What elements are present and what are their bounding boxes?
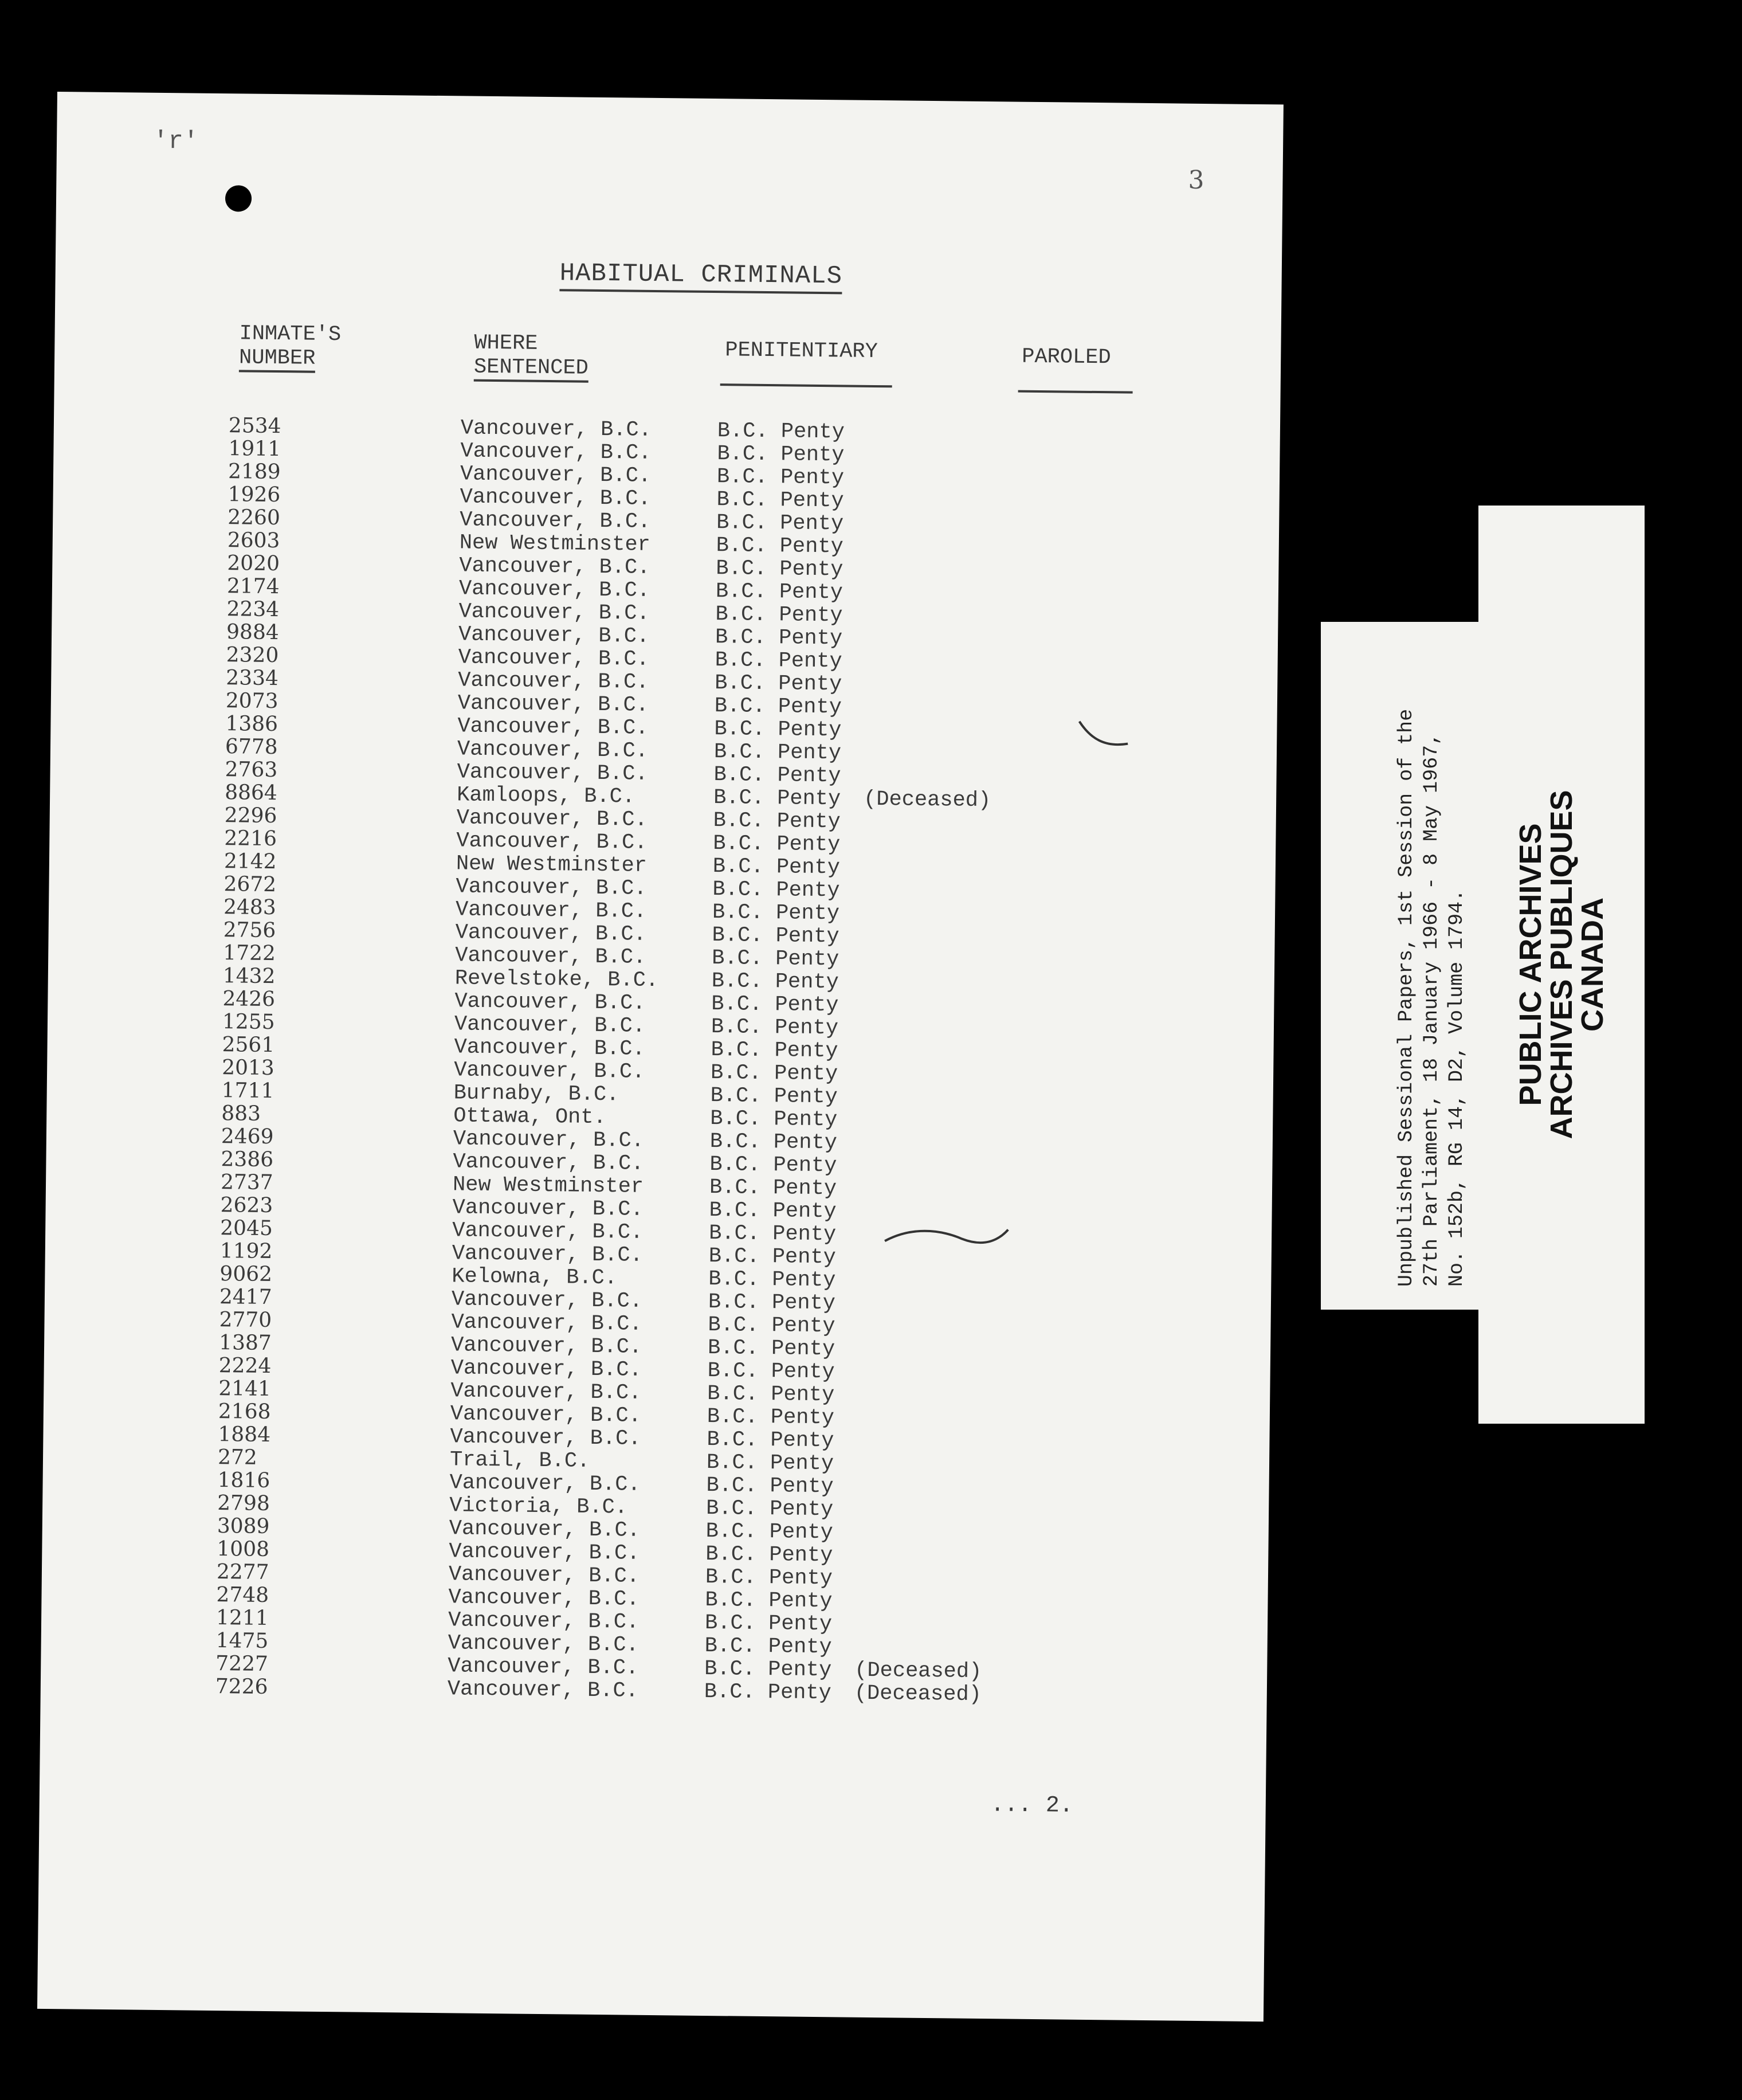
penitentiary-cell: B.C. Penty xyxy=(712,900,840,926)
page-number-mark: 3 xyxy=(1188,165,1205,195)
inmate-number-cell: 883 xyxy=(221,1102,261,1126)
penitentiary-cell: B.C. Penty xyxy=(710,1107,838,1133)
where-sentenced-cell: Vancouver, B.C. xyxy=(449,1471,641,1497)
where-sentenced-cell: Vancouver, B.C. xyxy=(453,1150,644,1176)
archives-line3: CANADA xyxy=(1575,898,1610,1032)
penitentiary-cell: B.C. Penty xyxy=(716,465,845,491)
inmate-number-cell: 2073 xyxy=(225,689,278,714)
penitentiary-cell: B.C. Penty xyxy=(708,1290,836,1316)
penitentiary-cell: B.C. Penty xyxy=(705,1588,833,1614)
penitentiary-cell: B.C. Penty xyxy=(709,1198,837,1224)
inmate-number-cell: 1211 xyxy=(215,1606,269,1631)
archives-stamp xyxy=(1478,506,1645,1424)
penitentiary-cell: B.C. Penty xyxy=(712,946,839,972)
inmate-number-cell: 2756 xyxy=(223,918,276,943)
inmate-number-cell: 2277 xyxy=(216,1560,269,1585)
inmate-number-cell: 2020 xyxy=(227,551,280,576)
penitentiary-cell: B.C. Penty xyxy=(707,1382,835,1408)
where-sentenced-cell: Vancouver, B.C. xyxy=(456,806,648,832)
inmate-number-cell: 2763 xyxy=(225,758,278,782)
where-sentenced-cell: Vancouver, B.C. xyxy=(457,737,649,763)
where-sentenced-cell: Revelstoke, B.C. xyxy=(454,966,659,993)
inmate-number-cell: 2770 xyxy=(219,1308,272,1333)
where-sentenced-cell: Vancouver, B.C. xyxy=(458,645,649,672)
where-sentenced-cell: New Westminster xyxy=(459,531,651,557)
penitentiary-cell: B.C. Penty xyxy=(713,740,842,766)
penitentiary-cell: B.C. Penty xyxy=(712,877,840,903)
where-sentenced-cell: Vancouver, B.C. xyxy=(460,485,651,511)
inmate-number-cell: 1432 xyxy=(222,964,276,989)
where-sentenced-cell: Vancouver, B.C. xyxy=(450,1425,641,1451)
penitentiary-cell: B.C. Penty xyxy=(704,1611,833,1637)
penitentiary-cell: B.C. Penty xyxy=(705,1565,833,1591)
penitentiary-cell: B.C. Penty xyxy=(708,1221,837,1247)
paroled-note-cell: (Deceased) xyxy=(854,1681,982,1707)
where-sentenced-cell: Vancouver, B.C. xyxy=(448,1631,639,1658)
inmate-number-cell: 2013 xyxy=(221,1056,275,1080)
inmate-number-cell: 1911 xyxy=(228,437,281,461)
penitentiary-cell: B.C. Penty xyxy=(709,1176,837,1201)
continuation-marker: ... 2. xyxy=(990,1792,1074,1819)
penitentiary-cell: B.C. Penty xyxy=(713,763,841,789)
inmate-number-cell: 2737 xyxy=(220,1170,273,1195)
penitentiary-cell: B.C. Penty xyxy=(717,442,845,468)
penitentiary-cell: B.C. Penty xyxy=(716,511,844,536)
inmate-number-cell: 2045 xyxy=(220,1216,273,1241)
penitentiary-cell: B.C. Penty xyxy=(712,855,841,880)
where-sentenced-cell: Vancouver, B.C. xyxy=(450,1356,642,1382)
where-sentenced-cell: Vancouver, B.C. xyxy=(448,1562,640,1589)
where-sentenced-cell: Vancouver, B.C. xyxy=(460,439,652,465)
inmate-number-cell: 2168 xyxy=(218,1400,271,1424)
inmate-number-cell: 2672 xyxy=(223,872,277,897)
penitentiary-cell: B.C. Penty xyxy=(712,923,839,949)
penitentiary-cell: B.C. Penty xyxy=(705,1542,833,1568)
inmate-number-cell: 2334 xyxy=(226,666,279,691)
document-page xyxy=(37,92,1284,2021)
where-sentenced-cell: Vancouver, B.C. xyxy=(455,920,646,947)
inmate-number-cell: 1192 xyxy=(219,1239,273,1264)
inmate-number-cell: 2426 xyxy=(222,987,276,1012)
where-sentenced-cell: Vancouver, B.C. xyxy=(457,760,648,786)
where-sentenced-cell: Vancouver, B.C. xyxy=(449,1517,641,1543)
inmate-number-cell: 1008 xyxy=(217,1537,270,1562)
inmate-number-cell: 272 xyxy=(217,1445,257,1470)
where-sentenced-cell: Kamloops, B.C. xyxy=(456,783,635,809)
penitentiary-cell: B.C. Penty xyxy=(714,717,842,743)
inmate-number-cell: 2142 xyxy=(223,849,277,874)
inmate-number-cell: 1711 xyxy=(221,1079,274,1103)
penitentiary-cell: B.C. Penty xyxy=(716,557,843,582)
paroled-note-cell: (Deceased) xyxy=(854,1658,982,1684)
penitentiary-cell: B.C. Penty xyxy=(711,992,839,1018)
inmate-number-cell: 9062 xyxy=(219,1262,273,1287)
inmate-number-cell: 2224 xyxy=(218,1354,272,1378)
where-sentenced-cell: Vancouver, B.C. xyxy=(454,1012,646,1039)
header-number-line1: INMATE'S xyxy=(239,322,342,347)
penitentiary-cell: B.C. Penty xyxy=(711,1015,839,1041)
inmate-number-cell: 3089 xyxy=(217,1514,270,1539)
penitentiary-cell: B.C. Penty xyxy=(705,1519,834,1545)
penitentiary-cell: B.C. Penty xyxy=(715,625,843,651)
where-sentenced-cell: Trail, B.C. xyxy=(449,1448,590,1474)
citation-line1: Unpublished Sessional Papers, 1st Session of the xyxy=(1394,708,1418,1287)
where-sentenced-cell: Vancouver, B.C. xyxy=(457,691,649,718)
penitentiary-cell: B.C. Penty xyxy=(715,671,842,697)
where-sentenced-cell: Vancouver, B.C. xyxy=(448,1608,639,1635)
where-sentenced-cell: Vancouver, B.C. xyxy=(453,1127,645,1153)
where-sentenced-cell: Vancouver, B.C. xyxy=(458,668,649,695)
penitentiary-cell: B.C. Penty xyxy=(713,832,841,857)
inmate-number-cell: 2798 xyxy=(217,1491,270,1516)
inmate-number-cell: 2748 xyxy=(216,1583,269,1608)
inmate-number-cell: 1255 xyxy=(222,1010,275,1035)
inmate-number-cell: 9884 xyxy=(226,620,279,645)
penitentiary-cell: B.C. Penty xyxy=(710,1084,838,1110)
penitentiary-cell: B.C. Penty xyxy=(709,1153,837,1178)
penitentiary-cell: B.C. Penty xyxy=(707,1427,834,1453)
where-sentenced-cell: Vancouver, B.C. xyxy=(458,600,650,626)
inmate-number-cell: 2483 xyxy=(223,895,276,920)
pen-marks xyxy=(37,92,1284,2021)
where-sentenced-cell: Vancouver, B.C. xyxy=(459,508,651,534)
penitentiary-cell: B.C. Penty xyxy=(704,1679,832,1706)
corner-mark-left: 'r' xyxy=(152,127,199,156)
penitentiary-cell: B.C. Penty xyxy=(708,1313,835,1339)
where-sentenced-cell: Vancouver, B.C. xyxy=(458,577,650,603)
inmate-number-cell: 8864 xyxy=(224,781,278,805)
inmate-number-cell: 2260 xyxy=(227,506,281,530)
penitentiary-cell: B.C. Penty xyxy=(717,419,845,445)
inmate-number-cell: 2469 xyxy=(221,1125,274,1149)
penitentiary-cell: B.C. Penty xyxy=(711,1038,838,1064)
penitentiary-cell: B.C. Penty xyxy=(710,1061,838,1087)
penitentiary-cell: B.C. Penty xyxy=(711,969,839,995)
inmate-number-cell: 2189 xyxy=(227,460,281,484)
inmate-number-cell: 7226 xyxy=(215,1675,268,1699)
where-sentenced-cell: Vancouver, B.C. xyxy=(451,1287,643,1314)
inmate-number-cell: 1816 xyxy=(217,1468,270,1493)
penitentiary-cell: B.C. Penty xyxy=(706,1473,834,1499)
penitentiary-cell: B.C. Penty xyxy=(713,786,841,812)
penitentiary-cell: B.C. Penty xyxy=(708,1267,836,1293)
inmate-number-cell: 2534 xyxy=(228,414,281,438)
where-sentenced-cell: Vancouver, B.C. xyxy=(456,875,647,901)
where-sentenced-cell: Vancouver, B.C. xyxy=(453,1058,645,1084)
where-sentenced-cell: Vancouver, B.C. xyxy=(454,1035,645,1061)
penitentiary-cell: B.C. Penty xyxy=(713,809,841,834)
inmate-number-cell: 2603 xyxy=(227,528,280,553)
where-sentenced-cell: Vancouver, B.C. xyxy=(452,1241,644,1268)
inmate-number-cell: 2234 xyxy=(226,597,280,622)
where-sentenced-cell: Vancouver, B.C. xyxy=(448,1585,639,1612)
where-sentenced-cell: Victoria, B.C. xyxy=(449,1494,628,1520)
penitentiary-cell: B.C. Penty xyxy=(708,1244,837,1270)
where-sentenced-cell: Vancouver, B.C. xyxy=(460,416,652,442)
where-sentenced-cell: Vancouver, B.C. xyxy=(450,1379,642,1405)
archives-line1: PUBLIC ARCHIVES xyxy=(1513,823,1548,1106)
inmate-number-cell: 2386 xyxy=(221,1147,274,1172)
citation-line3: No. 152b, RG 14, D2, Volume 1794. xyxy=(1445,889,1468,1287)
where-sentenced-cell: Vancouver, B.C. xyxy=(452,1219,644,1245)
where-sentenced-cell: Vancouver, B.C. xyxy=(455,943,646,970)
inmate-number-cell: 2174 xyxy=(226,574,280,599)
inmate-number-cell: 2216 xyxy=(224,826,277,851)
archives-line2: ARCHIVES PUBLIQUES xyxy=(1544,790,1579,1139)
where-sentenced-cell: Vancouver, B.C. xyxy=(450,1333,642,1359)
inmate-number-cell: 1386 xyxy=(225,712,278,736)
inmate-number-cell: 2561 xyxy=(222,1033,275,1057)
where-sentenced-cell: Vancouver, B.C. xyxy=(452,1196,644,1222)
inmate-number-cell: 1926 xyxy=(227,483,281,507)
where-sentenced-cell: Vancouver, B.C. xyxy=(455,898,647,924)
pen-mark-2 xyxy=(885,1228,1008,1243)
penitentiary-cell: B.C. Penty xyxy=(714,694,842,720)
inmate-number-cell: 1884 xyxy=(218,1423,271,1447)
where-sentenced-cell: Vancouver, B.C. xyxy=(450,1402,642,1428)
where-sentenced-cell: Vancouver, B.C. xyxy=(456,829,648,855)
inmate-number-cell: 1722 xyxy=(223,941,276,966)
inmate-number-cell: 1475 xyxy=(215,1629,269,1654)
where-sentenced-cell: Vancouver, B.C. xyxy=(447,1677,639,1703)
inmate-number-cell: 1387 xyxy=(218,1331,272,1355)
header-paroled: PAROLED xyxy=(1022,344,1111,370)
where-sentenced-cell: Burnaby, B.C. xyxy=(453,1081,619,1107)
where-sentenced-cell: Vancouver, B.C. xyxy=(457,714,649,741)
pen-mark-1 xyxy=(1079,722,1128,745)
penitentiary-cell: B.C. Penty xyxy=(715,648,842,674)
penitentiary-cell: B.C. Penty xyxy=(707,1359,835,1385)
where-sentenced-cell: New Westminster xyxy=(456,852,648,878)
header-where-line1: WHERE xyxy=(474,331,538,356)
header-number-line2: NUMBER xyxy=(239,346,316,373)
where-sentenced-cell: Vancouver, B.C. xyxy=(448,1654,639,1680)
penitentiary-cell: B.C. Penty xyxy=(706,1450,834,1476)
header-penitentiary: PENITENTIARY xyxy=(725,338,878,365)
penitentiary-cell: B.C. Penty xyxy=(704,1656,832,1683)
inmate-number-cell: 6778 xyxy=(225,735,278,759)
document-title: HABITUAL CRIMINALS xyxy=(559,259,842,294)
where-sentenced-cell: Vancouver, B.C. xyxy=(458,622,650,649)
where-sentenced-cell: Ottawa, Ont. xyxy=(453,1104,606,1130)
penitentiary-cell: B.C. Penty xyxy=(716,488,844,514)
where-sentenced-cell: Vancouver, B.C. xyxy=(451,1310,642,1337)
penitentiary-cell: B.C. Penty xyxy=(715,579,843,605)
penitentiary-cell: B.C. Penty xyxy=(715,602,843,628)
penitentiary-cell: B.C. Penty xyxy=(707,1405,835,1431)
citation-line2: 27th Parliament, 18 January 1966 - 8 May 1967, xyxy=(1419,732,1443,1287)
penitentiary-cell: B.C. Penty xyxy=(705,1496,834,1522)
where-sentenced-cell: Vancouver, B.C. xyxy=(454,989,646,1016)
inmate-number-cell: 2417 xyxy=(219,1285,272,1310)
penitentiary-cell: B.C. Penty xyxy=(707,1336,835,1362)
where-sentenced-cell: New Westminster xyxy=(452,1173,644,1199)
paroled-note-cell: (Deceased) xyxy=(863,787,991,813)
header-where-line2: SENTENCED xyxy=(474,355,588,383)
inmate-number-cell: 2141 xyxy=(218,1377,272,1401)
where-sentenced-cell: Vancouver, B.C. xyxy=(459,554,650,580)
where-sentenced-cell: Vancouver, B.C. xyxy=(449,1539,640,1566)
where-sentenced-cell: Kelowna, B.C. xyxy=(452,1264,618,1291)
penitentiary-cell: B.C. Penty xyxy=(716,534,844,559)
penitentiary-cell: B.C. Penty xyxy=(709,1130,838,1155)
inmate-number-cell: 2296 xyxy=(224,804,277,828)
inmate-number-cell: 2320 xyxy=(226,643,279,668)
penitentiary-cell: B.C. Penty xyxy=(704,1633,832,1660)
where-sentenced-cell: Vancouver, B.C. xyxy=(460,462,652,488)
inmate-number-cell: 7227 xyxy=(215,1652,269,1676)
inmate-number-cell: 2623 xyxy=(220,1193,273,1218)
